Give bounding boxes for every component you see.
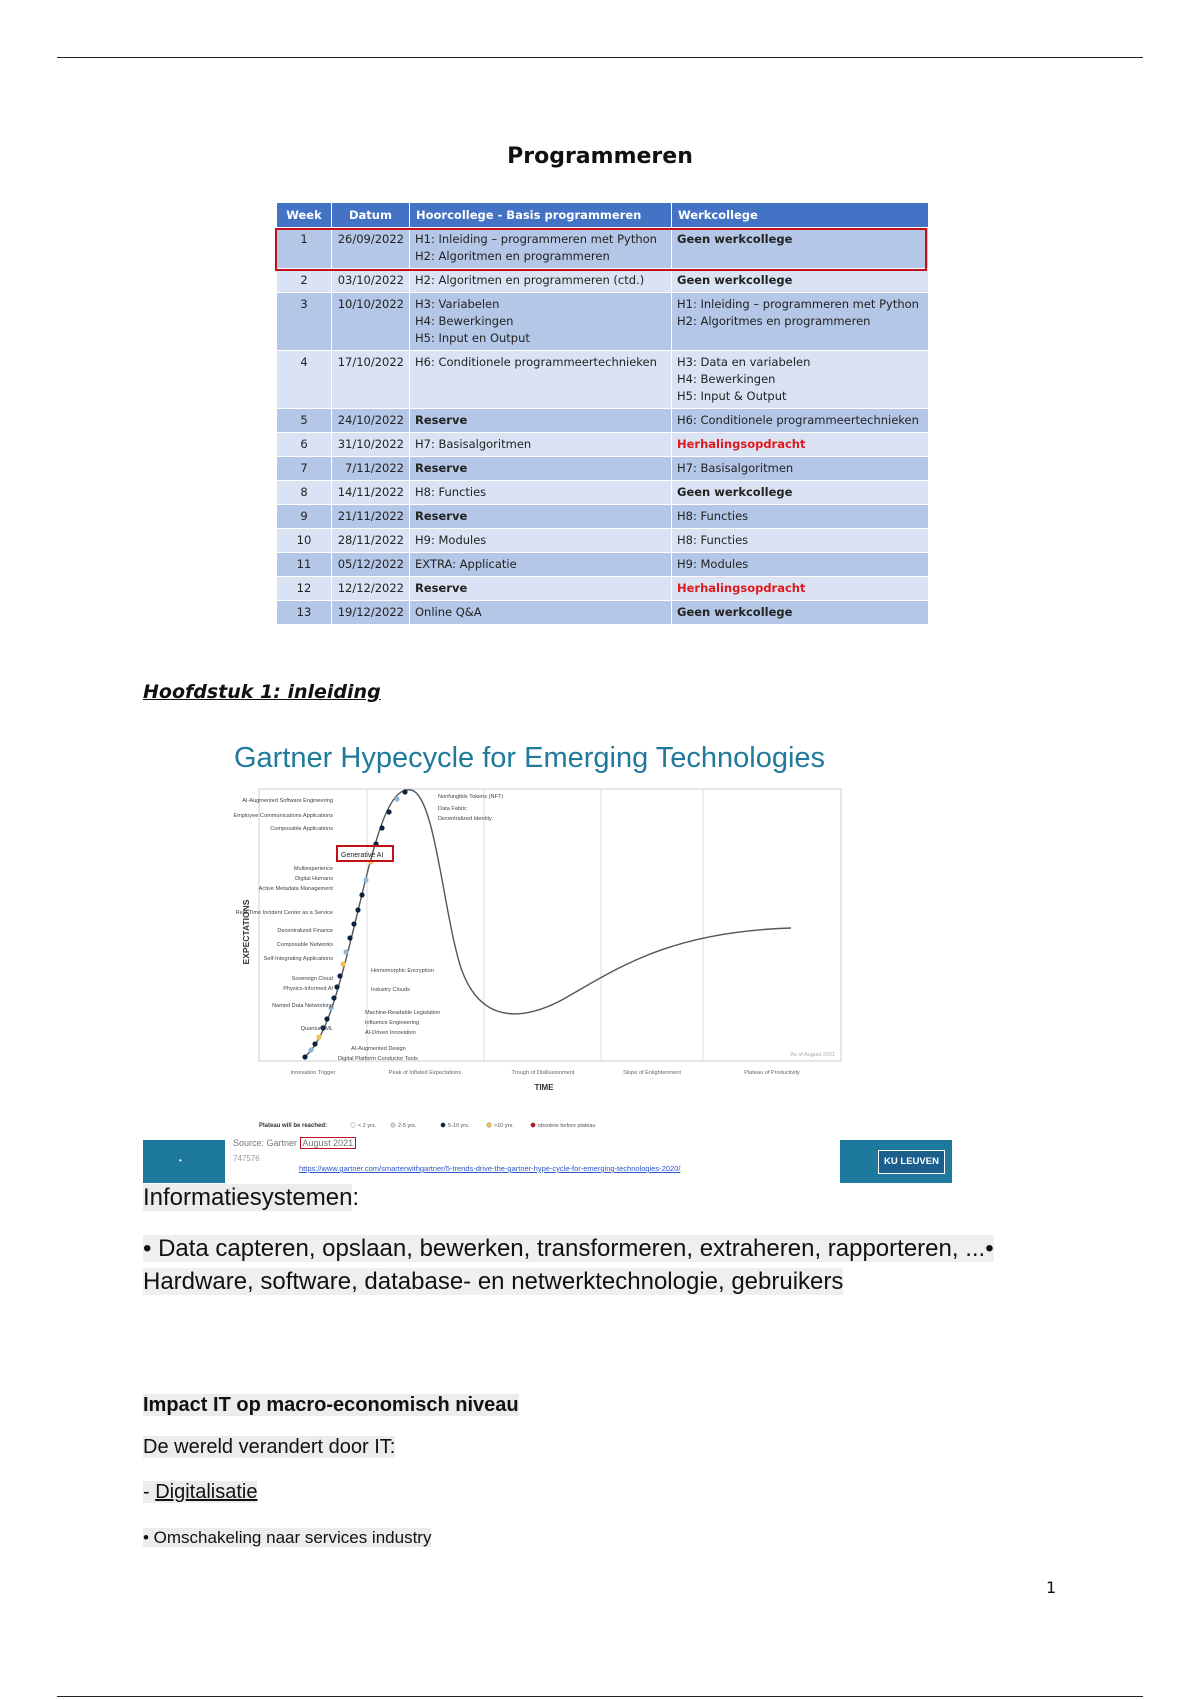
technology-marker	[302, 1054, 307, 1059]
week-cell	[277, 505, 332, 529]
technology-label: AI-Driven Innovation	[365, 1030, 416, 1036]
technology-label: Composable Applications	[270, 826, 333, 832]
date-cell	[332, 481, 410, 505]
technology-label: Self-Integrating Applications	[263, 956, 333, 962]
technology-label: Homomorphic Encryption	[371, 968, 434, 974]
workshop-line: H1: Inleiding – programmeren met Python	[677, 297, 919, 311]
source-url-link[interactable]: https://www.gartner.com/smarterwithgartner/5-trends-drive-the-gartner-hype-cycle-for-emerging-technologies-2020/	[299, 1164, 681, 1173]
date-cell	[332, 293, 410, 351]
phase-labels	[291, 1070, 800, 1076]
schedule-row	[277, 601, 929, 625]
technology-label: Machine-Readable Legislation	[365, 1010, 441, 1016]
technology-marker	[337, 973, 342, 978]
workshop-line: H2: Algoritmes en programmeren	[677, 314, 871, 328]
lecture-cell	[410, 481, 672, 505]
week-value: 9	[300, 509, 308, 523]
lecture-line: Online Q&A	[415, 605, 482, 619]
schedule-body	[277, 228, 929, 625]
technology-label: Composable Networks	[276, 942, 333, 948]
technology-label: Influence Engineering	[365, 1020, 420, 1026]
lecture-cell	[410, 228, 672, 269]
lecture-line: Reserve	[415, 413, 468, 427]
legend-marker	[351, 1123, 356, 1128]
legend-marker	[391, 1123, 396, 1128]
technology-label: Employee Communications Applications	[233, 813, 333, 819]
lecture-cell	[410, 505, 672, 529]
week-cell	[277, 457, 332, 481]
services-item	[143, 1528, 431, 1548]
technology-label: Multiexperience	[293, 866, 333, 872]
date-value: 05/12/2022	[337, 557, 404, 571]
technology-label: Named Data Networking	[272, 1003, 333, 1009]
week-value: 10	[296, 533, 312, 547]
technology-label: Nonfungible Tokens (NFT)	[438, 794, 504, 800]
week-value: 11	[296, 557, 312, 571]
date-value: 17/10/2022	[337, 355, 404, 369]
impact-intro	[143, 1436, 395, 1459]
page-title: Programmeren	[507, 144, 693, 169]
legend-marker	[531, 1123, 536, 1128]
legend-label: 5-10 yrs.	[448, 1123, 470, 1129]
schedule-row	[277, 351, 929, 409]
legend-marker	[487, 1123, 492, 1128]
plot-frame	[259, 789, 841, 1061]
date-cell	[332, 553, 410, 577]
technology-marker	[379, 825, 384, 830]
lecture-line: H1: Inleiding – programmeren met Python	[415, 232, 657, 246]
page-number: 1	[1046, 1578, 1057, 1597]
workshop-cell	[672, 529, 929, 553]
lecture-line: H2: Algoritmen en programmeren (ctd.)	[415, 273, 645, 287]
impact-intro-text: De wereld verandert door IT:	[143, 1436, 396, 1458]
phase-label: Slope of Enlightenment	[623, 1070, 681, 1076]
technology-labels	[234, 794, 504, 1062]
technology-label: Data Fabric	[438, 806, 467, 812]
week-value: 5	[300, 413, 308, 427]
lecture-line: H8: Functies	[415, 485, 487, 499]
header-rule	[57, 57, 1143, 58]
technology-marker	[347, 935, 352, 940]
lecture-line: EXTRA: Applicatie	[415, 557, 517, 571]
schedule-header-row	[277, 203, 929, 228]
lecture-line: H3: Variabelen	[415, 297, 500, 311]
lecture-cell	[410, 409, 672, 433]
info-systems-heading	[143, 1184, 359, 1212]
week-cell	[277, 529, 332, 553]
week-cell	[277, 409, 332, 433]
source-date: August 2021	[300, 1137, 357, 1149]
technology-marker	[340, 961, 345, 966]
schedule-row	[277, 293, 929, 351]
phase-label: Innovation Trigger	[290, 1070, 336, 1076]
technology-label: Decentralized Identity	[438, 816, 492, 822]
lecture-cell	[410, 601, 672, 625]
schedule-row	[277, 529, 929, 553]
schedule-row	[277, 577, 929, 601]
technology-label: AI-Augmented Software Engineering	[242, 798, 333, 804]
impact-heading	[143, 1394, 519, 1417]
technology-label: AI-Augmented Design	[351, 1046, 406, 1052]
digitalisation-label: Digitalisatie	[155, 1481, 258, 1503]
week-value: 2	[300, 273, 308, 287]
technology-label: Digital Platform Conductor Tools	[338, 1056, 418, 1062]
phase-label: Plateau of Productivity	[744, 1070, 800, 1076]
technology-marker	[324, 1016, 329, 1021]
technology-marker	[351, 921, 356, 926]
week-cell	[277, 293, 332, 351]
workshop-cell	[672, 505, 929, 529]
workshop-cell	[672, 409, 929, 433]
lecture-cell	[410, 553, 672, 577]
ku-leuven-logo: KU LEUVEN	[878, 1150, 945, 1174]
date-value: 26/09/2022	[337, 232, 404, 246]
technology-marker	[312, 1041, 317, 1046]
y-axis-label: EXPECTATIONS	[241, 899, 251, 965]
slide-id: 747576	[233, 1154, 260, 1163]
week-value: 7	[300, 461, 308, 475]
date-cell	[332, 529, 410, 553]
week-value: 13	[296, 605, 312, 619]
schedule-table	[276, 202, 929, 625]
date-value: 19/12/2022	[337, 605, 404, 619]
technology-label: Sovereign Cloud	[291, 976, 333, 982]
date-cell	[332, 601, 410, 625]
lecture-cell	[410, 577, 672, 601]
legend-marker	[441, 1123, 446, 1128]
week-value: 6	[300, 437, 308, 451]
workshop-line: H6: Conditionele programmeertechnieken	[677, 413, 919, 427]
workshop-line: H5: Input & Output	[677, 389, 787, 403]
slide-title: Gartner Hypecycle for Emerging Technologies	[234, 742, 826, 774]
phase-label: Trough of Disillusionment	[511, 1070, 575, 1076]
info-text: • Data capteren, opslaan, bewerken, transformeren, extraheren, rapporteren, ...• Hardware, software, database- en netwerktechnologie, gebruikers	[143, 1235, 994, 1295]
date-value: 21/11/2022	[337, 509, 404, 523]
date-cell	[332, 269, 410, 293]
week-cell	[277, 269, 332, 293]
date-value: 14/11/2022	[337, 485, 404, 499]
workshop-cell	[672, 433, 929, 457]
workshop-cell	[672, 577, 929, 601]
week-cell	[277, 228, 332, 269]
workshop-line: H8: Functies	[677, 509, 749, 523]
date-cell	[332, 351, 410, 409]
week-value: 8	[300, 485, 308, 499]
lecture-cell	[410, 351, 672, 409]
date-cell	[332, 433, 410, 457]
source-line	[233, 1138, 356, 1148]
week-cell	[277, 577, 332, 601]
workshop-line: H7: Basisalgoritmen	[677, 461, 794, 475]
week-value: 4	[300, 355, 308, 369]
technology-marker	[386, 809, 391, 814]
phase-label: Peak of Inflated Expectations	[388, 1070, 462, 1076]
header-workshop: Werkcollege	[672, 203, 929, 228]
workshop-cell	[672, 457, 929, 481]
source-prefix: Source: Gartner	[233, 1138, 298, 1148]
workshop-line: Geen werkcollege	[677, 485, 793, 499]
technology-label: Real-Time Incident Center as a Service	[235, 910, 333, 916]
workshop-line: Herhalingsopdracht	[677, 581, 806, 595]
workshop-line: Geen werkcollege	[677, 232, 793, 246]
technology-marker	[331, 995, 336, 1000]
hype-cycle-chart	[143, 732, 952, 1140]
impact-heading-text: Impact IT op macro-economisch niveau	[143, 1394, 519, 1416]
header-lecture: Hoorcollege - Basis programmeren	[410, 203, 672, 228]
lecture-line: H7: Basisalgoritmen	[415, 437, 532, 451]
lecture-cell	[410, 457, 672, 481]
week-value: 1	[300, 232, 308, 246]
date-cell	[332, 228, 410, 269]
workshop-line: H3: Data en variabelen	[677, 355, 811, 369]
lecture-line: Reserve	[415, 581, 468, 595]
schedule-row	[277, 409, 929, 433]
schedule-row	[277, 433, 929, 457]
date-value: 7/11/2022	[345, 461, 404, 475]
hype-cycle-slide	[143, 732, 952, 1183]
schedule-row	[277, 505, 929, 529]
date-value: 03/10/2022	[337, 273, 404, 287]
technology-marker	[402, 789, 407, 794]
technology-label: Decentralized Finance	[277, 928, 333, 934]
workshop-line: Herhalingsopdracht	[677, 437, 806, 451]
legend-label: < 2 yrs.	[358, 1123, 377, 1129]
technology-marker	[355, 907, 360, 912]
week-value: 12	[296, 581, 312, 595]
date-cell	[332, 577, 410, 601]
legend-title: Plateau will be reached:	[259, 1123, 328, 1129]
technology-marker	[334, 984, 339, 989]
date-value: 31/10/2022	[337, 437, 404, 451]
lecture-line: H5: Input en Output	[415, 331, 530, 345]
lecture-line: H9: Modules	[415, 533, 487, 547]
schedule-row	[277, 228, 929, 269]
chapter-heading: Hoofdstuk 1: inleiding	[143, 681, 381, 703]
footer-rule	[57, 1696, 1143, 1697]
workshop-cell	[672, 553, 929, 577]
info-systems-text	[143, 1232, 1003, 1298]
header-week: Week	[277, 203, 332, 228]
technology-marker	[308, 1047, 313, 1052]
lecture-line: Reserve	[415, 461, 468, 475]
technology-marker	[359, 892, 364, 897]
week-value: 3	[300, 297, 308, 311]
workshop-cell	[672, 228, 929, 269]
lecture-line: H4: Bewerkingen	[415, 314, 514, 328]
week-cell	[277, 553, 332, 577]
lecture-line: H2: Algoritmen en programmeren	[415, 249, 610, 263]
lecture-line: Reserve	[415, 509, 468, 523]
info-heading-text: Informatiesystemen	[143, 1184, 353, 1211]
technology-label: Active Metadata Management	[258, 886, 333, 892]
technology-marker	[343, 949, 348, 954]
x-axis-label: TIME	[534, 1083, 554, 1092]
workshop-cell	[672, 481, 929, 505]
lecture-cell	[410, 433, 672, 457]
schedule-row	[277, 269, 929, 293]
digitalisation-item	[143, 1481, 257, 1504]
footer-bullet: •	[179, 1156, 182, 1165]
workshop-line: Geen werkcollege	[677, 273, 793, 287]
workshop-line: Geen werkcollege	[677, 605, 793, 619]
schedule-row	[277, 457, 929, 481]
schedule-row	[277, 553, 929, 577]
services-text: • Omschakeling naar services industry	[143, 1528, 432, 1547]
workshop-line: H4: Bewerkingen	[677, 372, 776, 386]
week-cell	[277, 481, 332, 505]
workshop-cell	[672, 351, 929, 409]
week-cell	[277, 433, 332, 457]
legend-label: 2-5 yrs.	[398, 1123, 417, 1129]
dash: -	[143, 1481, 156, 1503]
generative-ai-label: Generative AI	[341, 852, 384, 859]
technology-marker	[394, 796, 399, 801]
date-value: 12/12/2022	[337, 581, 404, 595]
lecture-line: H6: Conditionele programmeertechnieken	[415, 355, 657, 369]
date-value: 24/10/2022	[337, 413, 404, 427]
week-cell	[277, 601, 332, 625]
as-of-label: As of August 2021	[790, 1052, 835, 1058]
date-cell	[332, 409, 410, 433]
technology-label: Physics-Informed AI	[283, 986, 333, 992]
date-cell	[332, 457, 410, 481]
workshop-line: H9: Modules	[677, 557, 749, 571]
legend-label: >10 yrs.	[494, 1123, 514, 1129]
workshop-cell	[672, 269, 929, 293]
legend-label: obsolete before plateau	[538, 1123, 596, 1129]
date-value: 28/11/2022	[337, 533, 404, 547]
lecture-cell	[410, 269, 672, 293]
date-value: 10/10/2022	[337, 297, 404, 311]
lecture-cell	[410, 293, 672, 351]
technology-label: Industry Clouds	[371, 987, 410, 993]
technology-marker	[363, 877, 368, 882]
header-date: Datum	[332, 203, 410, 228]
technology-marker	[316, 1034, 321, 1039]
workshop-cell	[672, 601, 929, 625]
date-cell	[332, 505, 410, 529]
legend	[259, 1123, 596, 1129]
schedule-row	[277, 481, 929, 505]
week-cell	[277, 351, 332, 409]
technology-label: Quantum ML	[300, 1026, 333, 1032]
lecture-cell	[410, 529, 672, 553]
workshop-line: H8: Functies	[677, 533, 749, 547]
workshop-cell	[672, 293, 929, 351]
info-heading-colon: :	[352, 1184, 360, 1211]
technology-label: Digital Humans	[295, 876, 333, 882]
